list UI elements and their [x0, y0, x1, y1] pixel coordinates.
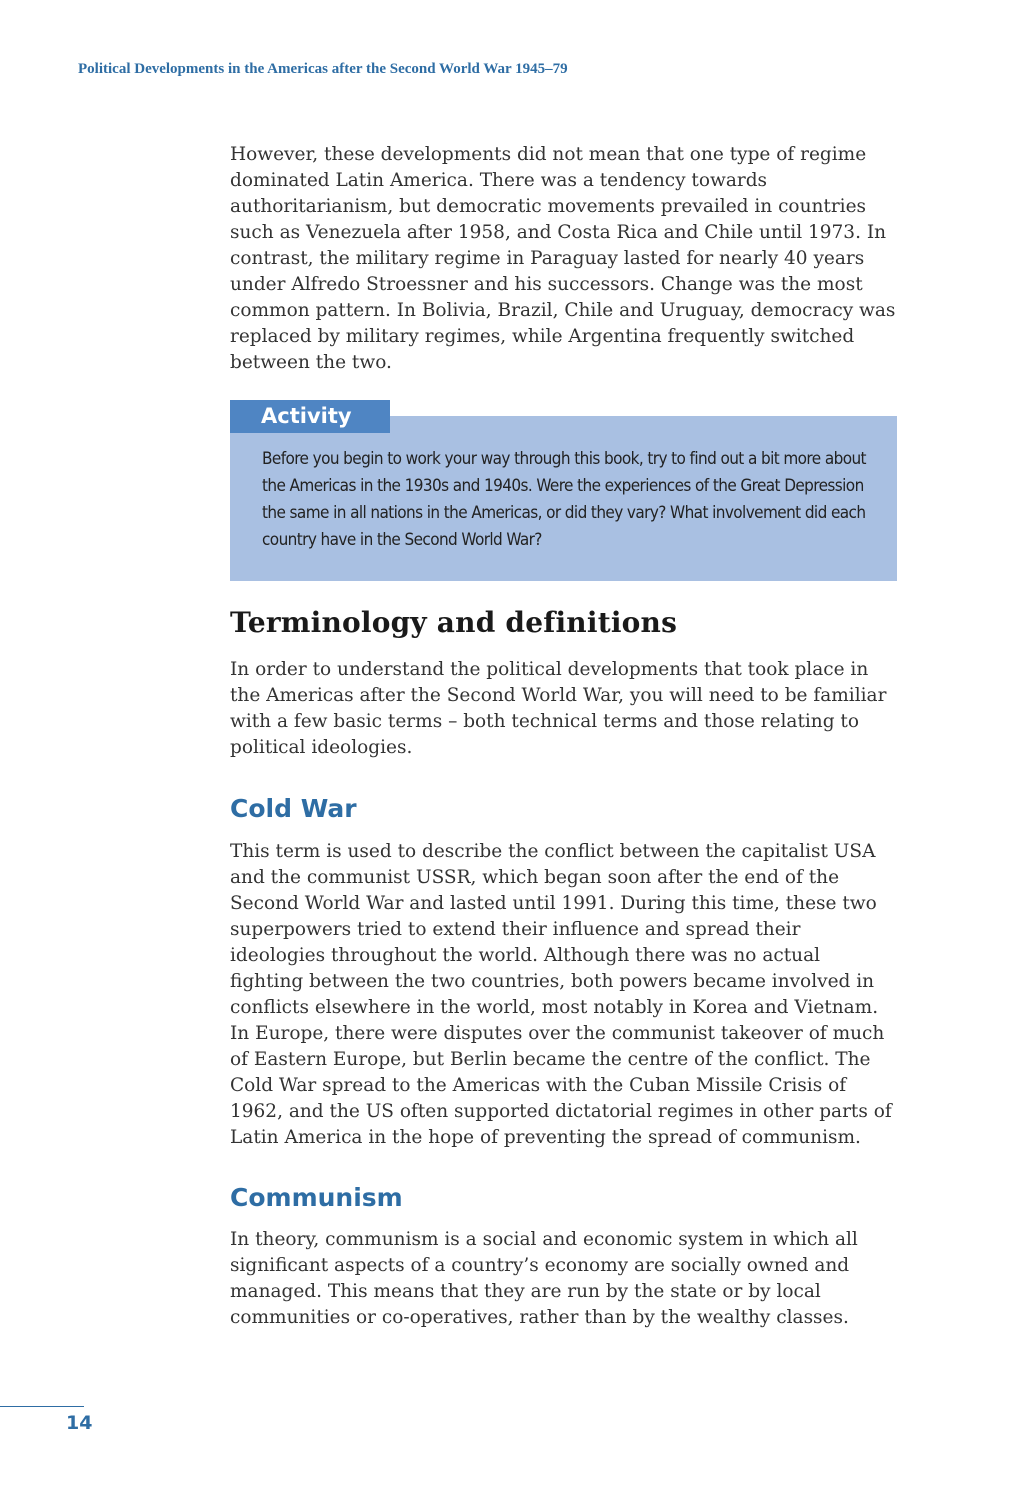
intro-paragraph: However, these developments did not mean that one type of regime dominated Latin America. There was a tendency towards authoritarianism, but democratic movements prevailed in countries such as Venezuela after 1958, and Costa Rica and Chile until 1973. In contrast, the military regime in Paraguay lasted for nearly 40 years under Alfredo Stroessner and his successors. Change was the most common pattern. In Bolivia, Brazil, Chile and Uruguay, democracy was replaced by military regimes, while Argentina frequently switched between the two. — [230, 144, 896, 373]
cold-war-paragraph: This term is used to describe the conflict between the capitalist USA and the communist USSR, which began soon after the end of the Second World War and lasted until 1991. During this time, these two superpowers tried to extend their influence and spread their ideologies throughout the world. Although there was no actual fighting between the two countries, both powers became involved in conflicts elsewhere in the world, most notably in Korea and Vietnam. In Europe, there were disputes over the communist takeover of much of Eastern Europe, but Berlin became the centre of the conflict. The Cold War spread to the Americas with the Cuban Missile Crisis of 1962, and the US often supported dictatorial regimes in other parts of Latin America in the hope of preventing the spread of communism. — [230, 841, 892, 1148]
terminology-paragraph: In order to understand the political developments that took place in the Americas after the Second World War, you will need to be familiar with a few basic terms – both technical terms and those relating to political ideologies. — [230, 659, 887, 758]
footer-rule — [0, 1406, 84, 1407]
running-header: Political Developments in the Americas after the Second World War 1945–79 — [78, 61, 568, 77]
subheading-cold-war: Cold War — [230, 794, 357, 823]
communism-paragraph: In theory, communism is a social and economic system in which all significant aspects of a country’s economy are socially owned and managed. This means that they are run by the state or by local communities or co-operatives, rather than by the wealthy classes. — [230, 1229, 858, 1328]
activity-label: Activity — [230, 400, 390, 433]
subheading-communism: Communism — [230, 1183, 403, 1212]
page-number: 14 — [66, 1412, 93, 1434]
activity-text: Before you begin to work your way through this book, try to find out a bit more about the Americas in the 1930s and 1940s. Were the experiences of the Great Depression the same in all nations in the Americas, or did they vary? What involvement did each country have in the Second World War? — [262, 449, 866, 550]
section-heading-terminology: Terminology and definitions — [230, 606, 678, 639]
